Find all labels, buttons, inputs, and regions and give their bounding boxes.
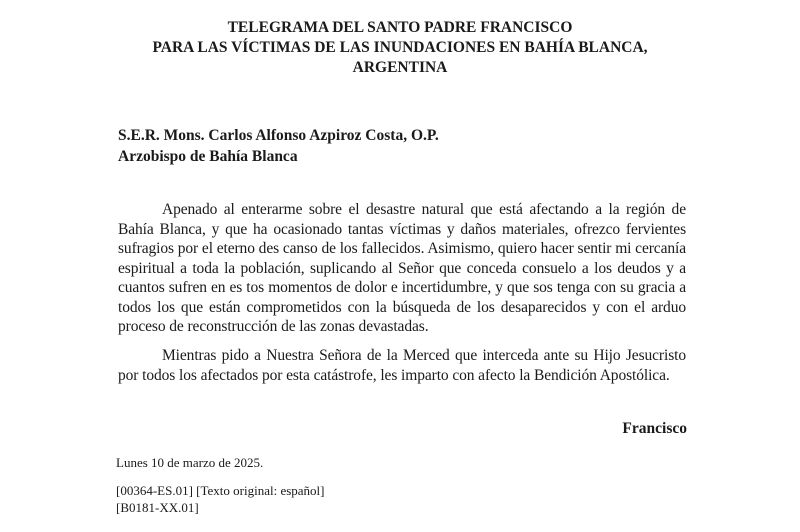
document-title — [0, 18, 800, 78]
signature: Francisco — [622, 420, 687, 437]
addressee-name: S.E.R. Mons. Carlos Alfonso Azpiroz Costa, O.P. — [118, 127, 439, 144]
body-paragraph-2: Mientras pido a Nuestra Señora de la Merced que interceda ante su Hijo Jesucristo por todos los afectados por esta catástrofe, les imparto con afecto la Bendición Apostólica. — [118, 347, 686, 384]
reference-codes — [116, 483, 325, 516]
title-line-1: TELEGRAMA DEL SANTO PADRE FRANCISCO — [227, 19, 573, 36]
document-date: Lunes 10 de marzo de 2025. — [116, 455, 264, 470]
reference-line-2: [B0181-XX.01] — [116, 499, 199, 515]
body-paragraph-1: Apenado al enterarme sobre el desastre natural que está afectando a la región de Bahía Blanca, y que ha ocasionado tantas víctimas y daños materiales, ofrezco fervientes sufragios por el eterno des canso de los fallecidos. Asimismo, quiero hacer sentir mi cercanía espiritual a toda la población, suplicando al Señor que conceda consuelo a los deudos y a cuantos sufren en es tos momentos de dolor e incertidumbre, y que sos tenga con su gracia a todos los que están comprometidos con la búsqueda de los desaparecidos y con el arduo proceso de reconstrucción de las zonas devastadas. — [118, 201, 686, 335]
title-line-2: PARA LAS VÍCTIMAS DE LAS INUNDACIONES EN BAHÍA BLANCA, — [152, 39, 648, 56]
addressee-block — [118, 125, 439, 167]
addressee-role: Arzobispo de Bahía Blanca — [118, 148, 298, 165]
title-line-3: ARGENTINA — [352, 59, 448, 76]
reference-line-1: [00364-ES.01] [Texto original: español] — [116, 483, 325, 498]
